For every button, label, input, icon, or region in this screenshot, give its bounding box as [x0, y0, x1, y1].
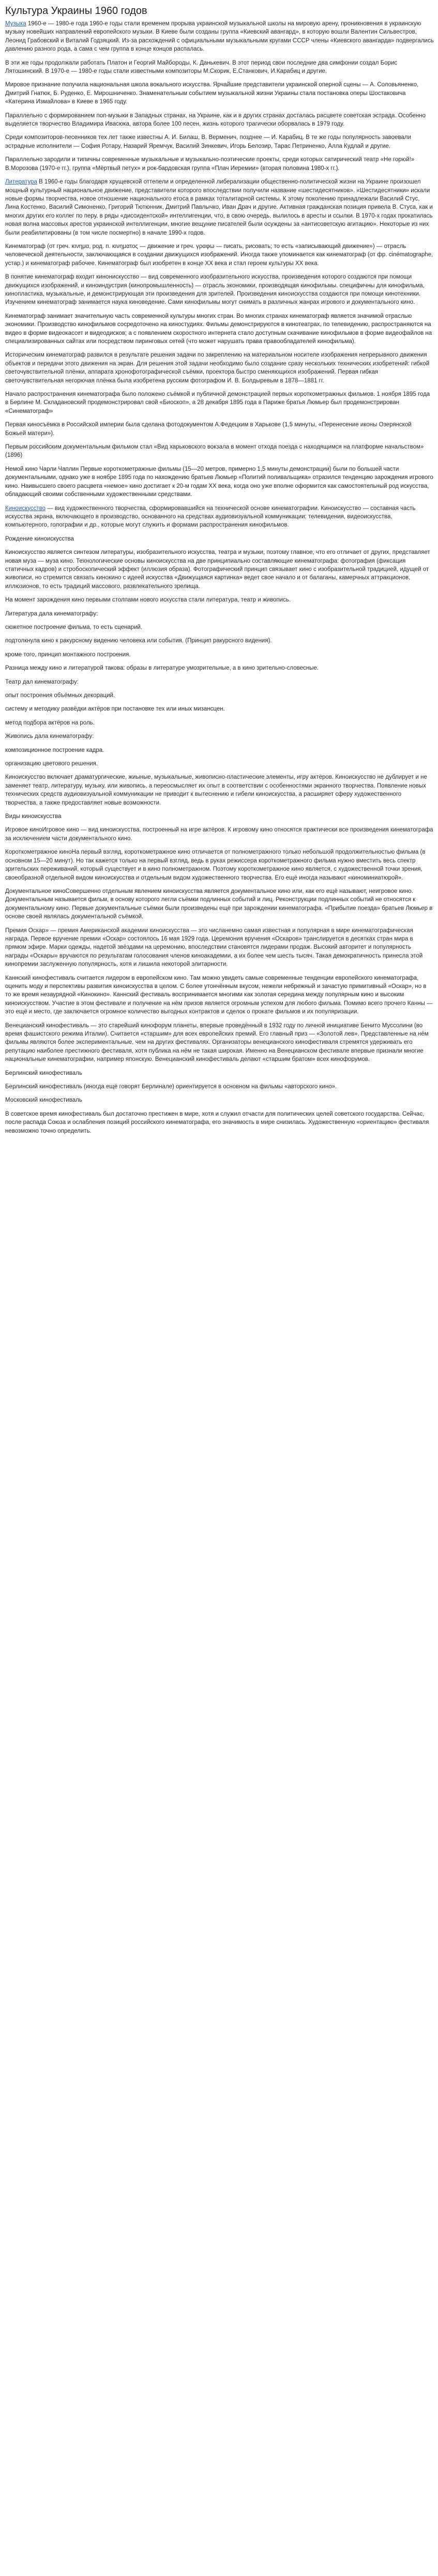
paragraph-text: Берлинский кинофестиваль — [5, 1070, 82, 1076]
article-paragraph — [5, 596, 434, 604]
paragraph-text: Параллельно зародили и типичны современные музыкальные и музыкально-поэтические проекты, среди которых сатирический театр «Не горюй!» В.Морозова (1970-е гг.), группа «Мёртвый петух» и рок-бардовская группа «Плач Иеремии» (вторая половина 1980-х гг.). — [5, 157, 415, 172]
article-paragraph — [5, 691, 434, 700]
paragraph-text: организацию цветового решения. — [5, 761, 98, 767]
article-paragraph — [5, 548, 434, 591]
article-paragraph — [5, 610, 434, 618]
article-paragraph — [5, 133, 434, 150]
article-paragraph — [5, 242, 434, 268]
section-link[interactable]: Киноискусство — [5, 505, 46, 512]
paragraph-text: 1960-е — 1980-е года 1960-е годы стали временем прорыва украинской музыкальной школы на мировую арену, проникновения в украинскую музыку новейших направлений европейского музыки. В Киеве были созданы группа «Киевский авангард», в которую вошли Валентин Сильвестров, Леонид Грабовский и Виталий Годзяцкий. Из-за расхождений с официальными музыкальными кругами СССР члены «Киевского авангарда» подвергались давлению разного рода, а сама с чем группа в конце концов распалась. — [5, 21, 434, 53]
article-paragraph — [5, 535, 434, 543]
paragraph-text: Рождение киноискусства — [5, 535, 74, 542]
article-paragraph — [5, 59, 434, 76]
paragraph-text: Каннский кинофестиваль считается лидером в европейском кино. Там можно увидеть самые современные тенденции европейского кинематографа, оценить моду и перспективы развития киноискусства в целом. С более утончённым вкусом, нежели небрежный и зачастую примитивный «Оскар», но в то же время незаурядной «Кинокино». Каннский фестиваль воспринимается многими как золотая середина между популярным кино и высоким киноискусством. Участие в этом фестивале и получение на нём призов является огромным успехом для любого фильма. Помимо всего прочего Канны — это ещё и место, где заключается огромное количество выгодных контрактов и сделок о прокате фильмов и их популяризации. — [5, 975, 433, 1015]
paragraph-text: Историческим кинематограф развился в результате решения задачи по закреплению на материальном носителе изображения непрерывного движения объектов и передачи этого движения на экран. Для решения этой задачи необходимо было создание сразу нескольких технических изобретений: гибкой светочувствительной плёнки, аппарата хронофотографической съёмки, проектора быстро сменяющихся изображений. Первая гибкая светочувствительная негорючая плёнка была изобретена русским фотографом И. В. Болдыревым в 1878—1881 гг. — [5, 352, 430, 384]
article-paragraph — [5, 390, 434, 415]
paragraph-text: Разница между кино и литературой такова: образы в литературе умозрительные, а в кино зрительно-словесные. — [5, 665, 319, 672]
paragraph-text: метод подбора актёров на роль. — [5, 719, 95, 726]
article-paragraph — [5, 826, 434, 843]
article-paragraph — [5, 664, 434, 672]
paragraph-text: Кинематограф занимает значительную часть современной культуры многих стран. Во многих странах кинематограф является значимой отраслью экономики. Производство кинофильмов сосредоточено на киностудиях. Фильмы демонстрируются в кинотеатрах, по телевидению, распространяются на видео в форме видеокассет и видеодисков; а с появлением скоростного интернета стало доступным скачивание кинофильмов в форме видеофайлов на специализированных сайтах или посредством пиринговых сетей (что может нарушать права правообладателей кинофильма). — [5, 313, 432, 345]
article-paragraph — [5, 848, 434, 882]
article-paragraph — [5, 504, 434, 530]
article-paragraph — [5, 705, 434, 713]
paragraph-text: Немой кино Чарли Чаплин Первые короткометражные фильмы (15—20 метров, примерно 1,5 минуты демонстрации) были по большей части документальными, однако уже в ноябре 1895 года по нахождению братьев Люмьер «Политий поливальщика» отразился тенденцию зарождения игрового кино. Наивысшего своего расцвета «немое» кино достигает к 20-м годам XX века, когда оно уже вполне оформится как самостоятельный род искусства, обладающий своими собственными художественными средствами. — [5, 466, 433, 498]
article-paragraph — [5, 623, 434, 631]
paragraph-text: В эти же годы продолжали работать Платон и Георгий Майбороды, К. Данькевич. В этот период свои последние два симфонии создал Борис Лятошинский. В 1970-е — 1980-е годы стали известными композиторы М.Скорик, Е.Станкович, И.Карабиц и другие. — [5, 59, 398, 75]
paragraph-text: — вид художественного творчества, сформировавшийся на технической основе кинематографии. Киноискусство — составная часть искусства экрана, включающего в производство, основанного на средствах аудиовизуальной коммуникации: телевидения, видеоискусства, компьютерного, голографии и др., которые могут служить и формами распространения кинофильмов. — [5, 505, 416, 529]
article-paragraph — [5, 421, 434, 438]
paragraph-text: Театр дал кинематографу: — [5, 678, 79, 685]
paragraph-text: опыт построения объёмных декораций. — [5, 692, 115, 699]
paragraph-text: композиционное построение кадра. — [5, 747, 104, 753]
article-paragraph — [5, 760, 434, 768]
article-paragraph — [5, 1110, 434, 1135]
paragraph-text: кроме того, принцип монтажного построения. — [5, 651, 131, 658]
paragraph-text: подтолкнула кино к ракурсному видению человека или события. (Принцип ракурсного видения). — [5, 638, 272, 644]
article-body — [5, 20, 434, 1135]
paragraph-text: Московский кинофестиваль — [5, 1097, 82, 1104]
paragraph-text: Венецианский кинофестиваль — это старейший кинофорум планеты, впервые проведённый в 1932 году по личной инициативе Бенито Муссолини (во время фашистского режима Италии). Считается «старшим» для всех европейских премий. Его главный приз — «Золотой лев». Представленные на нём фильмы являются более экспериментальные, чем на других фестивалях. Организаторы венецианского кинофестиваля стремятся удерживать его репутацию наиболее престижного фестиваля, хотя публика на нём не такая широкая. Именно на Венецианском фестивале впервые признали многие национальные кинематографии, например японскую. Венецианский кинофестиваль делают «старшим братом» всех кинофорумов. — [5, 1022, 429, 1063]
page-title: Культура Украины 1960 годов — [5, 5, 147, 17]
article-paragraph — [5, 465, 434, 499]
article-paragraph — [5, 732, 434, 741]
paragraph-text: В советское время кинофестиваль был достаточно престижен в мире, хотя и служил отчасти для политических целей советского государства. Сейчас, после распада Союза и ослабления позиций российского кинематографа, его значимость в мире снизилась. Художественную «ориентацию» фестиваля невозможно точно определить. — [5, 1110, 429, 1134]
paragraph-text: Мировое признание получила национальная школа вокального искусства. Ярчайшие представители украинской оперной сцены — А. Соловьяненко, Дмитрий Гнатюк, Б. Руденко, Е. Мирошниченко. Знаменательным событием музыкальной жизни Украины стала постановка оперы Шостаковича «Катерина Измайлова» в Киеве в 1965 году. — [5, 82, 419, 105]
paragraph-text: Киноискусство включает драматургические, жиыные, музыкальные, живописно-пластические элементы, игру актёров. Киноискусство не дублирует и не заменяет театр, литературу, музыку, или живопись, а переосмысляет их опыт в соответствии с особенностями экранного творчества. Появление новых технических средств аудиовизуальной коммуникации не приводит к вытеснению и гибели киноискусства, а расширяет сферу художественного творчества, а также предоставляет новые возможности. — [5, 774, 427, 806]
article-paragraph — [5, 1022, 434, 1064]
paragraph-text: Киноискусство является синтезом литературы, изобразительного искусства, театра и музыки, поэтому главное, что его отличает от других, представляет новая муза — муза кино. Технологические основы киноискусства на две принципиально составляющие кинематографа: фотография (фиксация статичных кадров) и стробоскопический эффект (иллюзия образа). Фотографический принцип связывает кино с изобразительной традицией, идущей от живописи, но стремится связать кинокино с идеей искусства «Движущаяся картинка» ведет свое начало и от балаганы, камерчных аттракционов, иллюзионов, то есть традиций массового, развлекательного зрелища. — [5, 549, 430, 590]
article-paragraph — [5, 156, 434, 173]
paragraph-text: Начало распространения кинематографа было положено съёмкой и публичной демонстрацией первых короткометражных фильмов. 1 ноября 1895 года в Берлине М. Складановский продемонстрировал свой «Биоскоп», а 28 декабря 1895 года в Париже братья Люмьер был продемонстрирован «Синематограф» — [5, 391, 430, 414]
paragraph-text: Живопись дала кинематографу: — [5, 733, 94, 740]
article-paragraph — [5, 273, 434, 307]
paragraph-text: Первым российским документальным фильмом стал «Вид харьковского вокзала в момент отхода поезда с находящимся на платформе начальством» (1896) — [5, 444, 424, 459]
paragraph-text: Документальное киноСовершенно отдельным явлением киноискусства является документальное кино или, как его ещё называют, неигровое кино. Документальным называется фильм, в основу которого легли съёмки подлинных событий и лиц. Реконструкции подлинных событий не относятся к документальному кино. Первые документальные съёмки были произведены ещё при зарождении кинематографа. «Прибытие поезда» братьев Люмьер в основе своей являлась документальной съёмкой. — [5, 888, 433, 920]
paragraph-text: В понятие кинематограф входит кинонискусство — вид современного изобразительного искусства, произведения которого создаются при помощи движущихся изображений, и киноиндустрия (кинопромышленность) — отрасль экономики, производящая кинофильмы. специфичны для кинофильма, кинопластика, музыкальные, и демонстрирующая эти произведения для зрителей. Произведения киноискусства создаются при помощи кинотехники. Изучением кинематограф занимается наука киноведение. Сами кинофильмы могут снимать в различных жанрах игрового и документального кино. — [5, 274, 425, 306]
article-paragraph — [5, 1083, 434, 1091]
article-paragraph — [5, 927, 434, 969]
paragraph-text: систему и методику развёдки актёров при постановке тех или иных мизансцен. — [5, 706, 225, 713]
article-paragraph — [5, 178, 434, 237]
article-paragraph — [5, 20, 434, 54]
article-paragraph — [5, 112, 434, 129]
article-paragraph — [5, 637, 434, 645]
article-paragraph — [5, 1096, 434, 1104]
paragraph-text: Литература дала кинематографу: — [5, 610, 98, 617]
article-paragraph — [5, 812, 434, 821]
article-paragraph — [5, 678, 434, 686]
paragraph-text: Виды киноискусства — [5, 813, 62, 820]
paragraph-text: Параллельно с формированием поп-музыки в Западных странах, на Украине, как и в других странах досталась расцвете советская эстрада. Особенно выделяется творчество Владимира Ивасюка, автора более 100 песен, жизнь которого трагически оборвалась в 1979 году. — [5, 112, 426, 128]
paragraph-text: Первая киносъёмка в Российской империи была сделана фотодокументом А.Федецким в Харькове (1,5 минуты, «Перенесение иконы Озерянской Божьей матери»). — [5, 422, 412, 437]
paragraph-text: В 1960-е годы благодаря хрущевской оттепели и определенной либерализации общественно-политической жизни на Украине произошел мощный культурный национальное движение, представители которого впоследствии получили название «шестидесятников». «Шестидесятники» искали новые формы творчества, новое отношение национального етоса в рамках тоталитарной системы. К этому поколению принадлежали Василий Стус, Лина Костенко, Василий Симоненко, Григорий Тютюнник, Дмитрий Павлычко, Иван Драч и другие. Активная гражданская позиция привела В. Стуса, как и многих других его коллег по перу, в ряды «диссидентской» интеллигенции, что, в свою очередь, вылилось в аресты и ссылки. В 1970-х годах прокатилась новая волна массовых арестов украинской интеллигенции, многие вещуние писателей были осуждены за «антисоветскую агитацию». Некоторые из них были реабилитированы (в том числе посмертно) в начале 1990-х годов. — [5, 179, 433, 236]
article-paragraph — [5, 719, 434, 727]
paragraph-text: сюжетное построение фильма, то есть сценарий. — [5, 624, 143, 630]
section-link[interactable]: Литература — [5, 179, 37, 186]
article-paragraph — [5, 443, 434, 460]
section-link[interactable]: Музыка — [5, 21, 26, 27]
article-paragraph — [5, 312, 434, 346]
paragraph-text: Кинематограф (от греч. κινημα, род. п. κινηματος — движение и греч. γραφω — писать, рисовать; то есть «записывающий движение») — отрасль человеческой деятельности, заключающаяся в создании движущихся изображений. Иногда также упоминается как кинематограф (от фр. cinématographe, устар.) и кинематограф рабочее. Кинематограф был изобретен в конце XX века и стал героем культуры XX века. — [5, 243, 433, 267]
article-paragraph — [5, 974, 434, 1016]
paragraph-text: Среди композиторов-песенников тех лет также известны А. И. Билаш, В. Верменич, позднее — И. Карабиц. В те же годы популярность завоевали эстрадные исполнители — София Ротару, Назарий Яремчук, Василий Зинкевич, Игорь Белозир, Тарас Петриненко, Алла Кудлай и другие. — [5, 134, 411, 149]
article-paragraph — [5, 773, 434, 807]
paragraph-text: Короткометражное киноНа первый взгляд, короткометражное кино отличается от полнометражного только небольшой продолжительностью фильма (в основном 15—20 минут). Но так кажется только на первый взгляд, ведь в руках режиссера короткометражного фильма нужно вместить весь спектр зрительских переживаний, который существует и в кино полнометражном. Поэтому короткометражное кино является, с художественной точки зрения, своеобразной отдельной видом киноискусства и отдельным видом художественного творчества. Его ещё иногда называют «киноминиатюрой». — [5, 849, 426, 881]
paragraph-text: На момент зарождения кино первыми столпами нового искусства стали литература, театр и живопись. — [5, 597, 291, 604]
article-paragraph — [5, 1069, 434, 1077]
paragraph-text: Игровое киноИгровое кино — вид киноискусства, построенный на игре актёров. К игровому кино относятся практически все произведения кинематографа за исключением части документального кино. — [5, 827, 433, 842]
article-paragraph — [5, 651, 434, 659]
paragraph-text: Берлинский кинофестиваль (иногда ещё говорят Берлинале) ориентируется в основном на фильмы «авторского кино». — [5, 1084, 337, 1090]
article-paragraph — [5, 81, 434, 106]
article-paragraph — [5, 351, 434, 385]
article-paragraph — [5, 746, 434, 754]
article-paragraph — [5, 887, 434, 921]
paragraph-text: Премия Оскар» — премия Американской академии киноискусства — это числанемно самая известная и популярная в мире кинематографическая награда. Первое вручение премии «Оскар» состоялось 16 мая 1929 года. Церемония вручения «Оскаров» транслируется в десятках стран мира в прямом эфире. Марки одежды, надетой звёздами на церемонию, впоследствии становятся лидерами продаж. Высокий авторитет и популярность награды «Оскары» вручаются по результатам голосования членов киноакадемии, а их более чем шесть тысяч. Такая демократичность принесла этой кинопремии заслуженную популярность, хотя и лишила некоторой элитарности. — [5, 927, 423, 968]
